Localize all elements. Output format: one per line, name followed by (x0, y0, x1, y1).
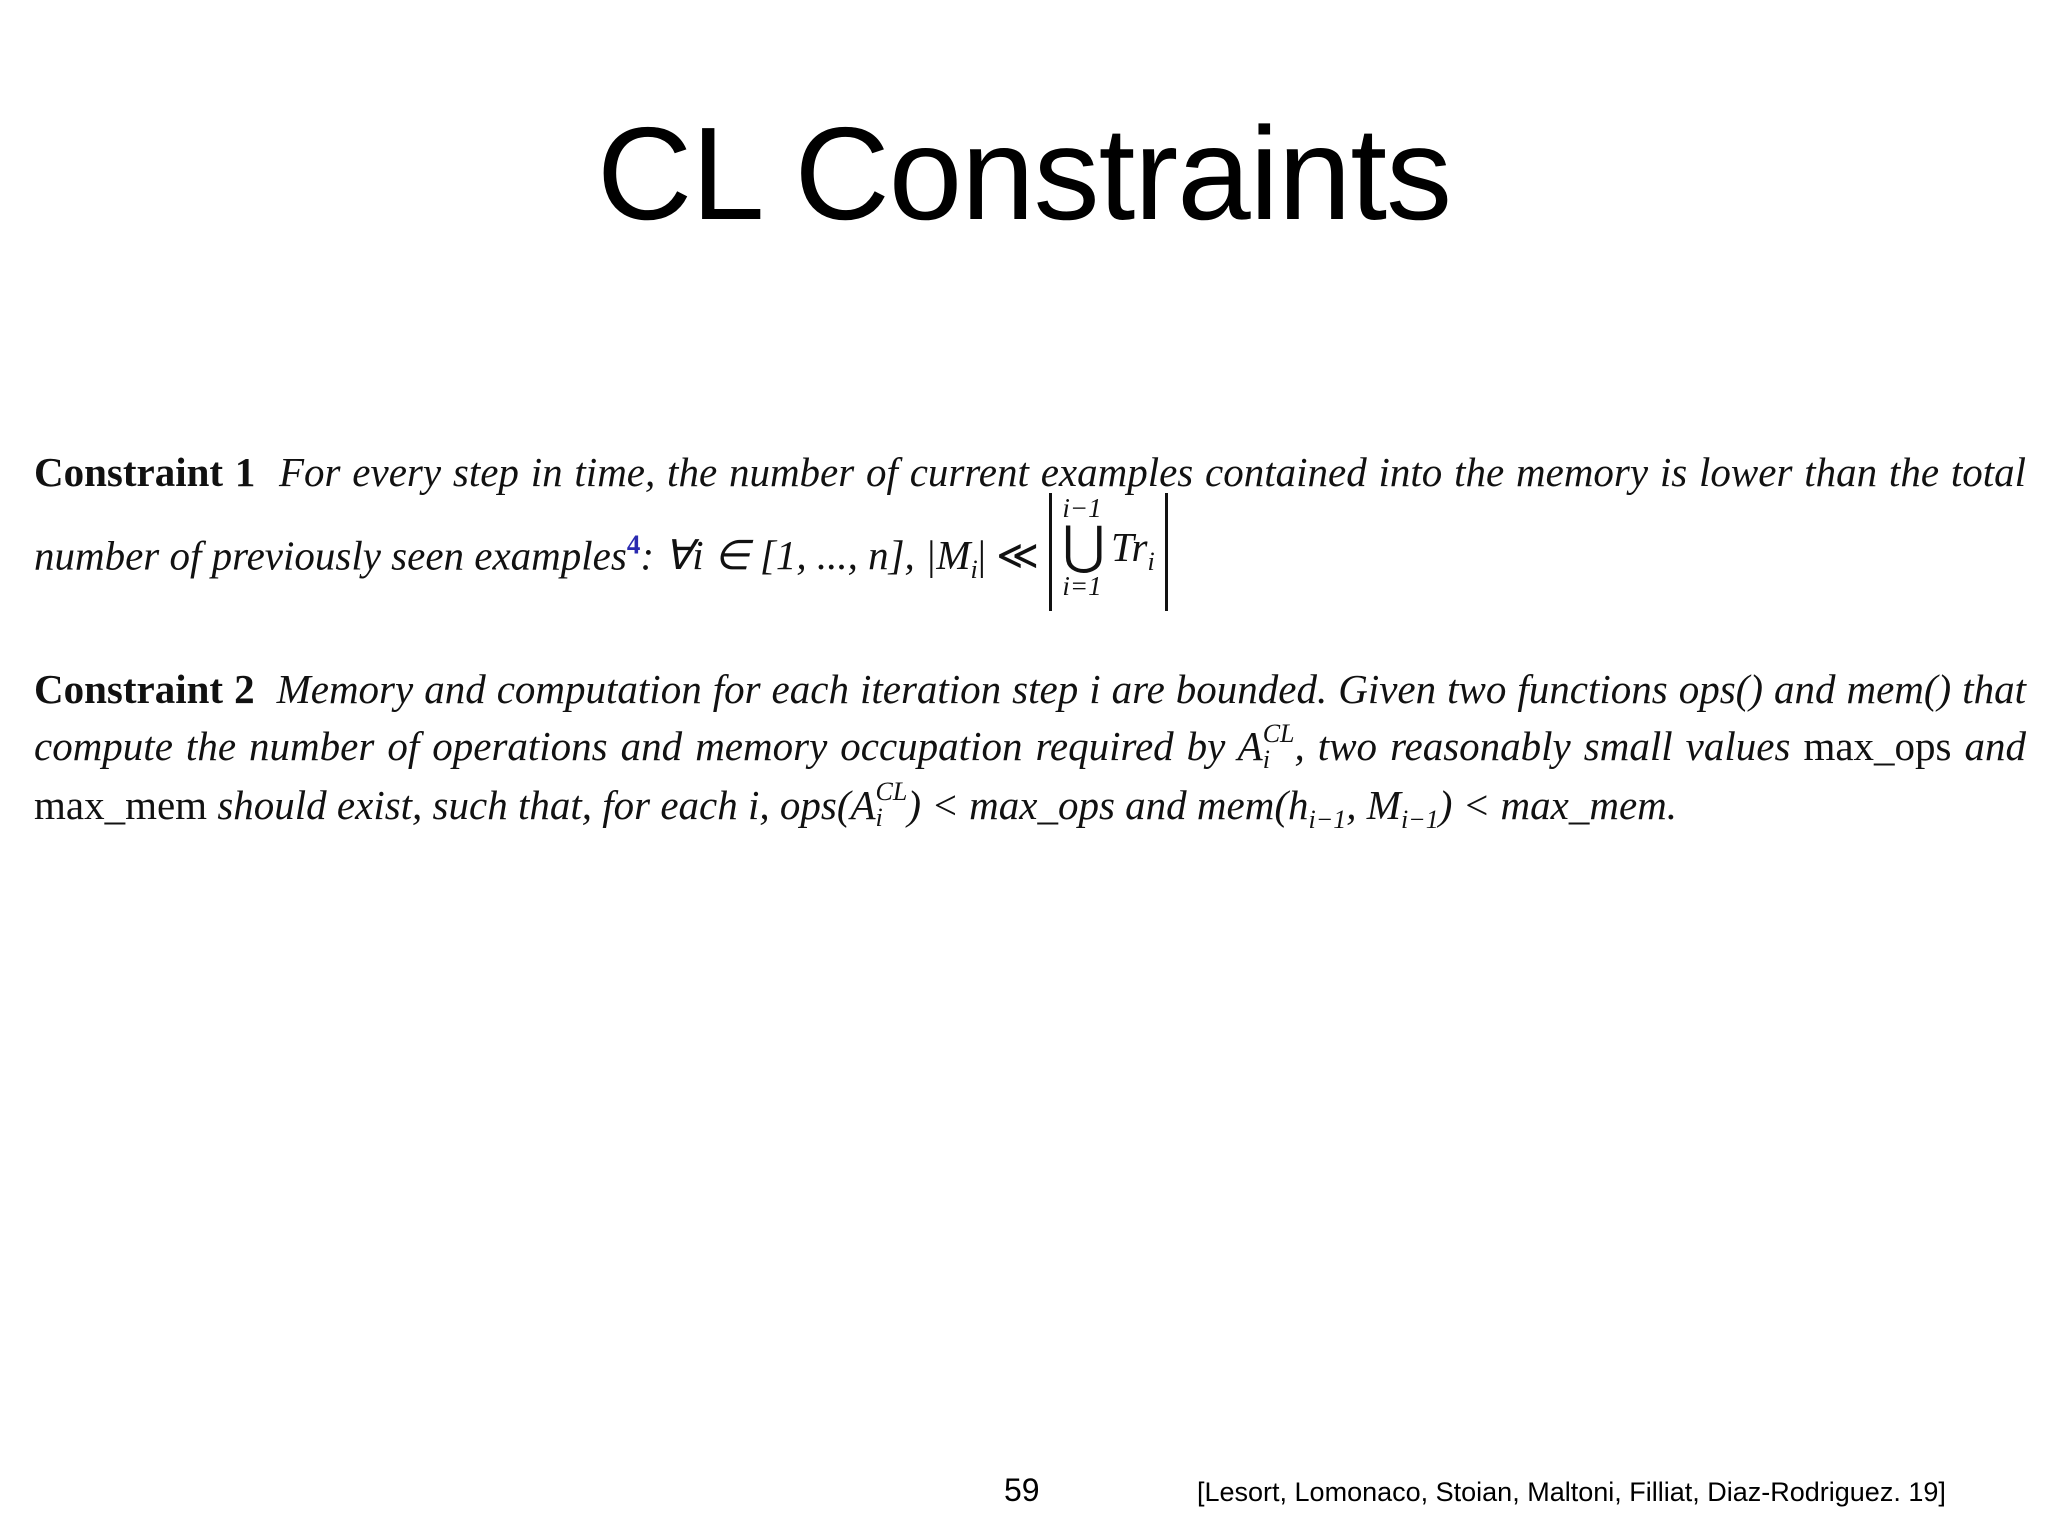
union-abs-value (1049, 493, 1167, 611)
tr-term (1111, 519, 1155, 576)
constraint-1-text: For every step in time, the number of current examples contained into the memory is lower than the total number of previously seen examples (34, 449, 2027, 579)
a-cl-superscript: CL (1262, 718, 1295, 748)
a-cl-scripts (1262, 718, 1295, 774)
constraint-1-heading: Constraint 1 (34, 449, 256, 495)
and-word: and (1964, 723, 2027, 769)
constraint-2-heading: Constraint 2 (34, 666, 255, 712)
union-upper-limit: i−1 (1062, 493, 1102, 523)
tr-symbol: Tr (1111, 523, 1148, 570)
m-subscript: i (970, 555, 978, 585)
union-symbol: ⋃ (1062, 518, 1106, 575)
max-ops-term: max_ops (1803, 723, 1952, 769)
constraint-1-colon: : (640, 532, 654, 579)
max-mem-term: max_mem (34, 781, 208, 828)
citation: [Lesort, Lomonaco, Stoian, Maltoni, Filliat, Diaz-Rodriguez. 19] (1197, 1477, 1946, 1507)
page-number: 59 (1004, 1472, 1040, 1508)
h-subscript: i−1 (1308, 804, 1347, 834)
forall-expression: ∀i ∈ [1, ..., n], |M (664, 532, 971, 579)
paper-excerpt (34, 444, 2026, 835)
a-cl-subscript: i (1262, 744, 1270, 774)
a-cl-superscript-2: CL (875, 777, 908, 807)
constraint-2-text-b: , two reasonably small values (1294, 723, 1791, 769)
a-cl-subscript-2: i (875, 803, 883, 833)
constraint-2-text-e: ) < max_mem. (1438, 781, 1678, 828)
slide-title: CL Constraints (596, 100, 1452, 247)
constraint-2-text-a: Memory and computation for each iteration step i are bounded. Given two functions ops() and mem() that compute the number of operations and memory occupation required by A (34, 666, 2026, 769)
constraint-2-text-c: should exist, such that, for each i, ops(A (217, 781, 876, 828)
m-subscript-2: i−1 (1400, 804, 1439, 834)
constraint-2-text-d: ) < max_ops and mem(h (907, 781, 1309, 828)
footnote-ref[interactable]: 4 (626, 529, 641, 560)
tr-subscript: i (1147, 546, 1155, 576)
constraint-1-formula (664, 493, 1168, 601)
a-cl-scripts-2 (876, 779, 908, 831)
m-part: , M (1346, 781, 1401, 828)
much-less-than: | ≪ (977, 532, 1040, 579)
union-lower-limit: i=1 (1062, 571, 1102, 601)
union-operator (1062, 493, 1105, 601)
constraint-2 (34, 661, 2026, 835)
constraint-1 (34, 444, 2026, 619)
